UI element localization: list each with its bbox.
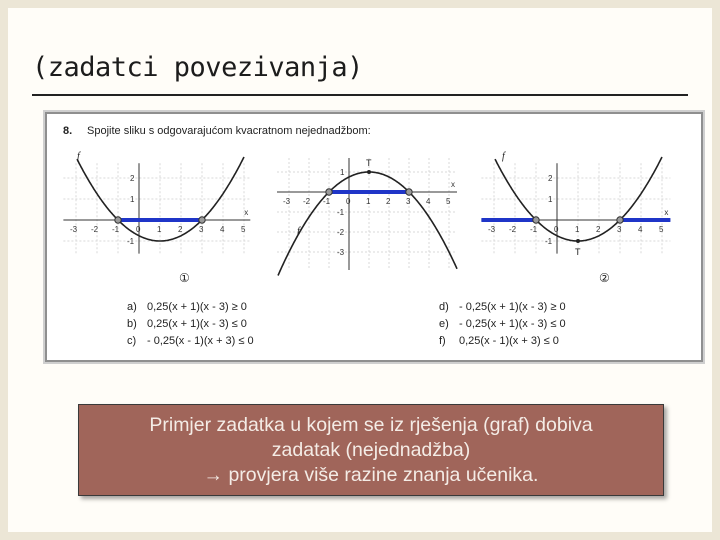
- y-tick-label: -3: [337, 248, 345, 257]
- option-letter: b): [127, 318, 137, 330]
- x-tick-label: 2: [178, 225, 183, 234]
- x-tick-label: -1: [112, 225, 120, 234]
- worksheet-figure: [47, 114, 701, 360]
- root-point: [406, 189, 412, 195]
- option-letter: f): [439, 335, 446, 347]
- x-tick-label: 3: [199, 225, 204, 234]
- option-expression: 0,25(x - 1)(x + 3) ≤ 0: [459, 335, 559, 347]
- task-text: Spojite sliku s odgovarajućom kvacratnom nejednadžbom:: [87, 125, 371, 137]
- root-point: [533, 217, 539, 223]
- x-tick-label: 5: [241, 225, 246, 234]
- parabola-curve: [278, 172, 457, 276]
- x-tick-label: 2: [596, 225, 601, 234]
- graph-2: [277, 158, 610, 285]
- option-letter: a): [127, 301, 137, 313]
- graph-marker: ②: [599, 271, 610, 285]
- option-expression: - 0,25(x + 1)(x - 3) ≤ 0: [459, 318, 566, 330]
- x-tick-label: -1: [323, 197, 331, 206]
- y-tick-label: 1: [130, 195, 135, 204]
- root-point: [326, 189, 332, 195]
- x-tick-label: -2: [303, 197, 311, 206]
- option-letter: e): [439, 318, 449, 330]
- y-tick-label: 2: [130, 174, 135, 183]
- x-axis-label: x: [244, 208, 249, 217]
- option-expression: 0,25(x + 1)(x - 3) ≥ 0: [147, 301, 247, 313]
- options-group: [127, 301, 566, 347]
- x-tick-label: -1: [530, 225, 538, 234]
- x-tick-label: 0: [136, 225, 141, 234]
- vertex-point: [576, 239, 580, 243]
- option-expression: 0,25(x + 1)(x - 3) ≤ 0: [147, 318, 247, 330]
- caption-line-2: zadatak (nejednadžba): [271, 439, 471, 461]
- x-tick-label: 5: [446, 197, 451, 206]
- x-tick-label: -2: [509, 225, 517, 234]
- x-axis-label: x: [664, 208, 669, 217]
- x-tick-label: -3: [488, 225, 496, 234]
- task-number: 8.: [63, 125, 73, 137]
- y-tick-label: -1: [545, 237, 553, 246]
- option-letter: d): [439, 301, 449, 313]
- x-tick-label: 4: [426, 197, 431, 206]
- caption-box: [78, 404, 664, 496]
- x-tick-label: -3: [70, 225, 78, 234]
- vertex-label: T: [366, 158, 372, 168]
- y-tick-label: -1: [127, 237, 135, 246]
- root-point: [617, 217, 623, 223]
- x-tick-label: 3: [617, 225, 622, 234]
- x-tick-label: 3: [406, 197, 411, 206]
- graph-3: [481, 151, 701, 285]
- y-tick-label: 1: [340, 168, 345, 177]
- x-tick-label: 2: [386, 197, 391, 206]
- x-tick-label: 5: [659, 225, 664, 234]
- root-point: [115, 217, 121, 223]
- root-point: [199, 217, 205, 223]
- function-label: f: [77, 151, 80, 162]
- worksheet-image: [45, 112, 703, 362]
- option-expression: - 0,25(x - 1)(x + 3) ≤ 0: [147, 335, 254, 347]
- y-tick-label: -1: [337, 208, 345, 217]
- x-axis-label: x: [451, 180, 455, 189]
- x-tick-label: 0: [554, 225, 559, 234]
- function-label: f: [297, 226, 300, 237]
- x-tick-label: 1: [366, 197, 371, 206]
- caption-line-3: → provjera više razine znanja učenika.: [203, 464, 539, 486]
- y-tick-label: 2: [548, 174, 553, 183]
- option-expression: - 0,25(x + 1)(x - 3) ≥ 0: [459, 301, 566, 313]
- graphs-group: [63, 151, 701, 285]
- title-underline: [32, 94, 688, 96]
- slide-title: (zadatci povezivanja): [32, 52, 363, 83]
- y-tick-label: 1: [548, 195, 553, 204]
- vertex-label: T: [575, 247, 581, 257]
- graph-marker: ①: [179, 271, 190, 285]
- x-tick-label: -3: [283, 197, 291, 206]
- vertex-point: [367, 170, 371, 174]
- graph-1: [63, 151, 250, 285]
- x-tick-label: 1: [157, 225, 162, 234]
- x-tick-label: 1: [575, 225, 580, 234]
- x-tick-label: 0: [346, 197, 351, 206]
- x-tick-label: 4: [638, 225, 643, 234]
- x-tick-label: 4: [220, 225, 225, 234]
- x-tick-label: -2: [91, 225, 99, 234]
- option-letter: c): [127, 335, 137, 347]
- function-label: f: [502, 151, 505, 162]
- caption-line-1: Primjer zadatka u kojem se iz rješenja (graf) dobiva: [149, 414, 593, 436]
- y-tick-label: -2: [337, 228, 345, 237]
